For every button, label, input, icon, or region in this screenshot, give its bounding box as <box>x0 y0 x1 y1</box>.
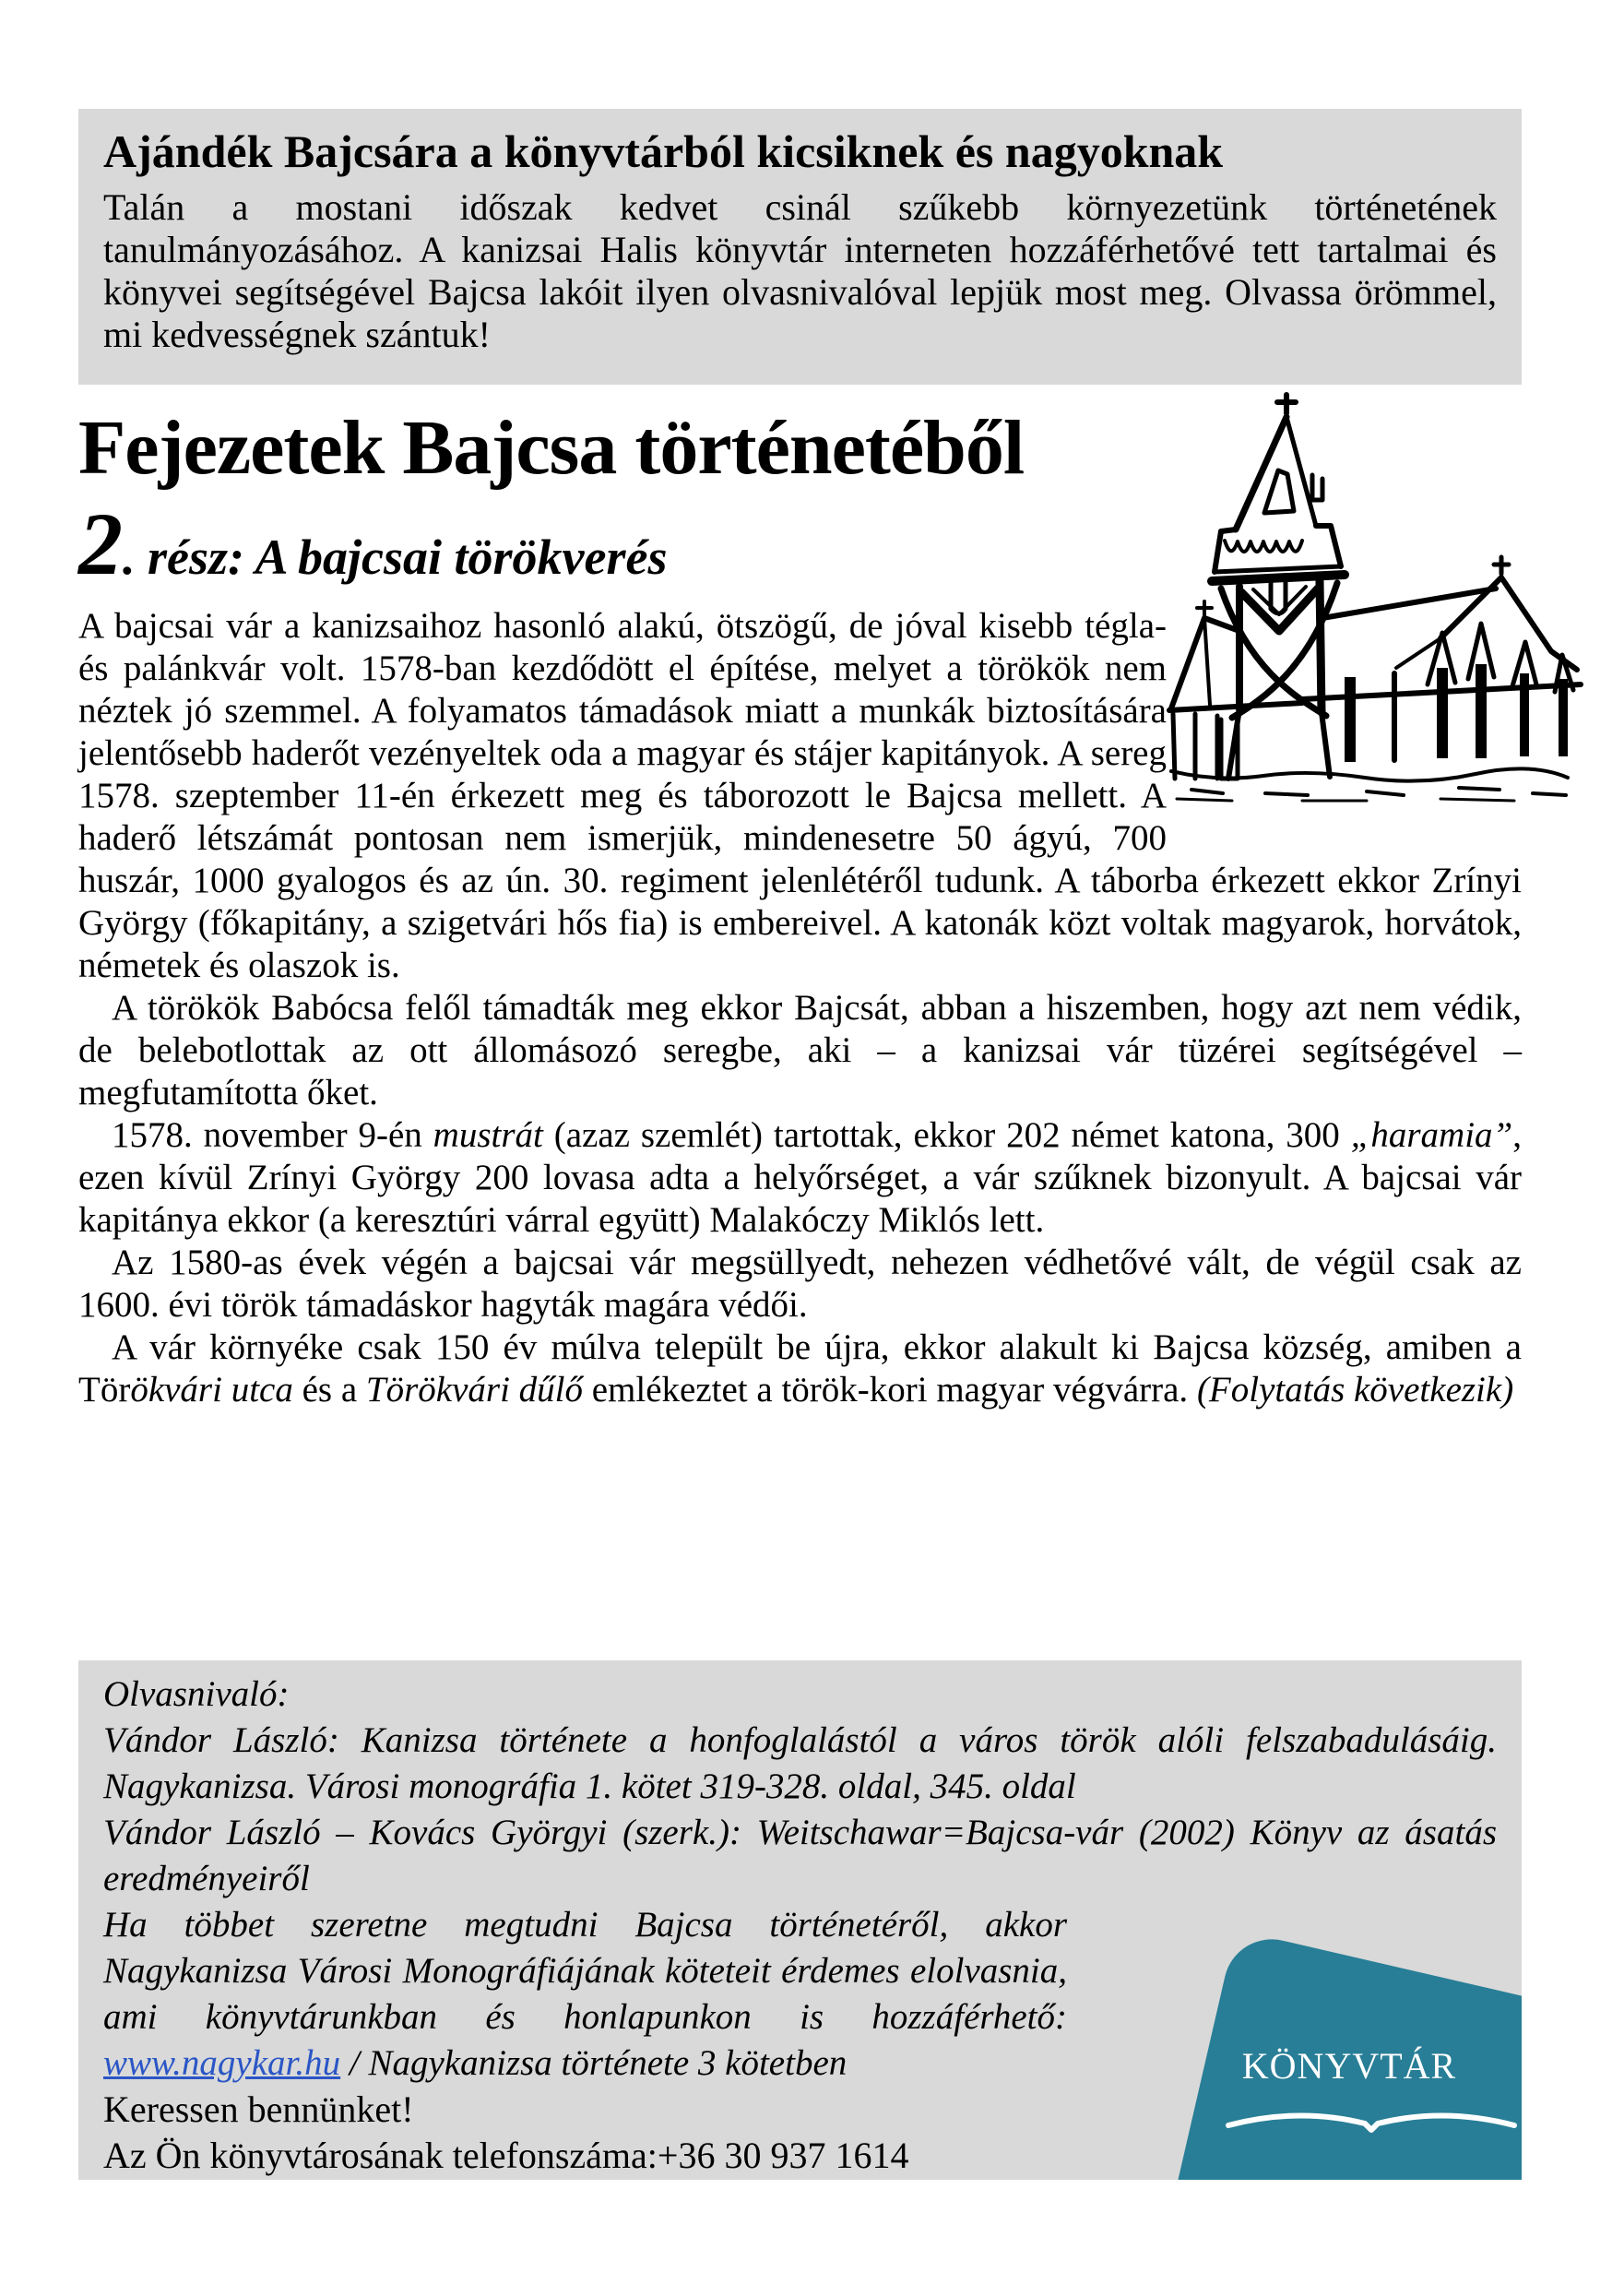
announcement-body: Talán a mostani időszak kedvet csinál szűkebb környezetünk történetének tanulmányozásához. A kanizsai Halis könyvtár interneten hozzáférhetővé tett tartalmai és könyvei segítségével Bajcsa lakóit ilyen olvasnivalóval lepjük most meg. Olvassa örömmel, mi kedvességnek szántuk! <box>103 186 1497 355</box>
subtitle-text: . rész: A bajcsai törökverés <box>123 529 668 585</box>
reading-list-entry <box>103 1671 1497 1718</box>
article-paragraph <box>78 1242 1522 1326</box>
closing-line-1: Keressen bennünket! <box>103 2088 414 2130</box>
closing-line-2: Az Ön könyvtárosának telefonszáma:+36 30 937 1614 <box>103 2135 909 2176</box>
article-paragraph <box>78 987 1522 1114</box>
text-run: emlékeztet a török-kori magyar végvárra. <box>583 1370 1197 1410</box>
italic-text-run: mustrát <box>433 1115 543 1155</box>
text-run: és a <box>292 1370 366 1410</box>
text-run: (azaz szemlét) tartottak, ekkor 202 német katona, 300 <box>542 1115 1351 1155</box>
nagykar-link[interactable]: www.nagykar.hu <box>103 2043 341 2083</box>
reading-list-entry <box>103 1902 1067 2087</box>
announcement-title: Ajándék Bajcsára a könyvtárból kicsiknek és nagyoknak <box>103 125 1224 177</box>
article-paragraph <box>78 1114 1522 1242</box>
text-run: A bajcsai vár a kanizsaihoz hasonló alakú, ötszögű, de jóval kisebb tégla- és palánkvár volt. 1578-ban kezdődött el építése, melyet a törökök nem néztek jó szemmel. A folyamatos támadások miatt a munkák biztosítására jelentősebb haderőt vezényeltek oda a magyar és stájer kapitányok. A sereg 1578. szeptember 11-én érkezett meg és táborozott le Bajcsa mellett. A haderő létszámát pontosan nem ismerjük, mindenesetre 50 ágyú, 700 huszár, 1000 gyalogos és az ún. 30. regiment jelenlétéről tudunk. A táborba érkezett ekkor Zrínyi György (főkapitány, a szigetvári hős fia) is embereivel. A katonák közt voltak magyarok, horvátok, németek és olaszok is. <box>78 606 1522 985</box>
announcement-box <box>78 109 1522 385</box>
italic-text-run: „haramia” <box>1350 1115 1513 1155</box>
text-run: Az 1580-as évek végén a bajcsai vár megsüllyedt, nehezen védhetővé vált, de végül csak az 1600. évi török támadáskor hagyták magára védői. <box>78 1243 1522 1325</box>
article-paragraph <box>78 1326 1522 1411</box>
reading-list-entry <box>103 1718 1497 1810</box>
italic-text-run: (Folytatás következik) <box>1196 1370 1514 1410</box>
church-illustration <box>1164 391 1583 804</box>
text-run: Vándor László – Kovács Györgyi (szerk.): Weitschawar=Bajcsa-vár (2002) Könyv az ásatás eredményeiről <box>103 1813 1497 1898</box>
article-title: Fejezetek Bajcsa történetéből <box>78 405 1025 491</box>
text-run: Vándor László: Kanizsa története a honfoglalástól a város török alóli felszabadulásáig. Nagykanizsa. Városi monográfia 1. kötet 319-328. oldal, 345. oldal <box>103 1720 1497 1806</box>
text-run: / Nagykanizsa története 3 kötetben <box>340 2043 848 2083</box>
open-book-icon <box>1225 2105 1518 2133</box>
reading-list-box <box>78 1660 1522 2180</box>
text-run: Ha többet szeretne megtudni Bajcsa történetéről, akkor Nagykanizsa Városi Monográfiájának köteteit érdemes elolvasnia, ami könyvtárunkban és honlapunkon is hozzáférhető: <box>103 1905 1067 2037</box>
text-run: Olvasnivaló: <box>103 1674 290 1714</box>
library-logo-text: KÖNYVTÁR <box>1241 2045 1457 2087</box>
italic-text-run: ökvári utca <box>130 1370 293 1410</box>
text-run: A vár környéke csak 150 év múlva települt be újra, ekkor alakult ki Bajcsa község, amiben a Tör <box>78 1327 1522 1410</box>
text-run: 1578. november 9-én <box>112 1115 433 1155</box>
article <box>78 406 1522 1411</box>
subtitle-numeral: 2 <box>78 494 123 593</box>
italic-text-run: Törökvári dűlő <box>365 1370 583 1410</box>
text-run: , ezen kívül Zrínyi György 200 lovasa adta a helyőrséget, a vár szűknek bizonyult. A bajcsai vár kapitánya ekkor (a keresztúri várral együtt) Malakóczy Miklós lett. <box>78 1115 1522 1240</box>
reading-list-entry <box>103 1810 1497 1902</box>
text-run: A törökök Babócsa felől támadták meg ekkor Bajcsát, abban a hiszemben, hogy azt nem védik, de belebotlottak az ott állomásozó seregbe, aki – a kanizsai vár tüzérei segítségével – megfutamította őket. <box>78 988 1522 1112</box>
